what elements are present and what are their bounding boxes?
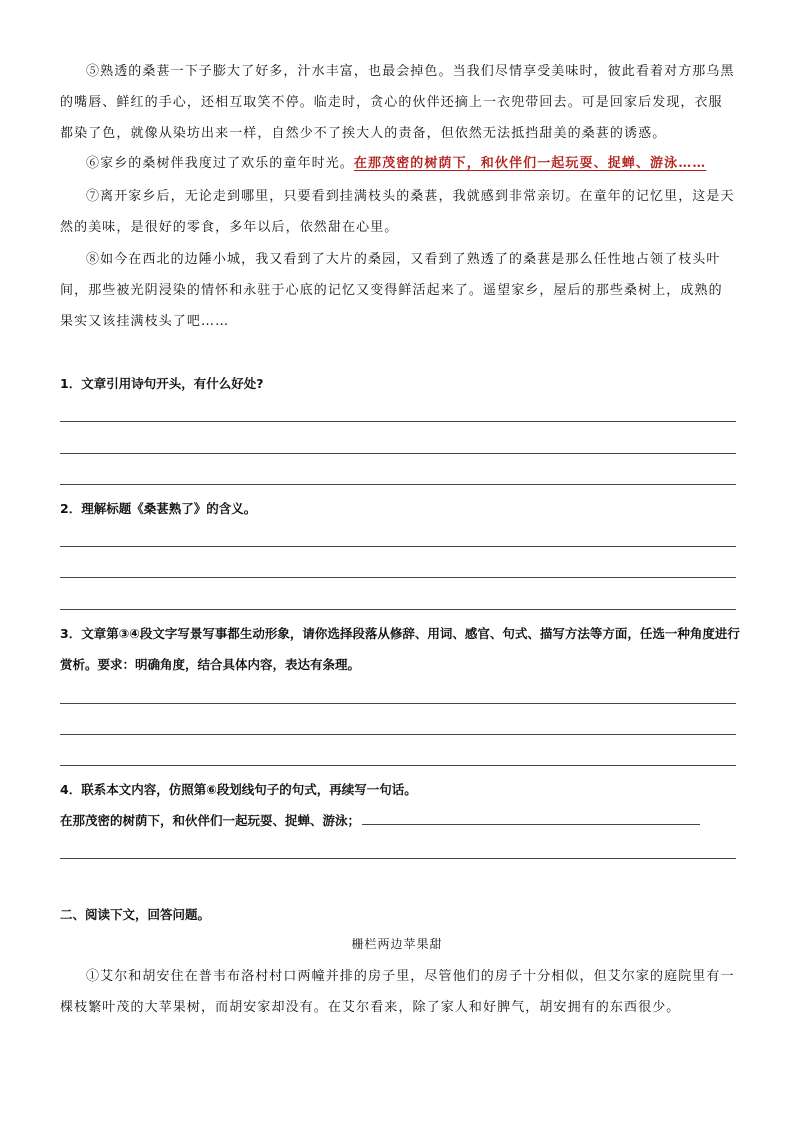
prompt-text: 在那茂密的树荫下，和伙伴们一起玩耍、捉蝉、游泳； xyxy=(60,813,361,828)
answer-line[interactable] xyxy=(60,858,736,859)
paragraph-6-text: ⑥家乡的桑树伴我度过了欢乐的童年时光。 xyxy=(86,156,354,171)
answer-line[interactable] xyxy=(60,577,736,578)
question-3: 3．文章第③④段文字写景写事都生动形象，请你选择段落从修辞、用词、感官、句式、描写方法等方面，任选一种角度进行赏析。要求：明确角度，结合具体内容，表达有条理。 xyxy=(60,626,740,672)
question-1: 1．文章引用诗句开头，有什么好处? xyxy=(60,376,264,391)
paragraph-5: ⑤熟透的桑葚一下子膨大了好多，汁水丰富，也最会掉色。当我们尽情享受美味时，彼此看着对方那乌黑的嘴唇、鲜红的手心，还相互取笑不停。临走时，贪心的伙伴还摘上一衣兜带回去。可是回家后发现，衣服都染了色，就像从染坊出来一样，自然少不了挨大人的责备，但依然无法抵挡甜美的桑葚的诱惑。 xyxy=(60,64,735,141)
answer-line[interactable] xyxy=(60,609,736,610)
answer-line[interactable] xyxy=(60,734,736,735)
answer-line[interactable] xyxy=(60,484,736,485)
article-title: 栅栏两边苹果甜 xyxy=(351,937,443,951)
paragraph-7: ⑦离开家乡后，无论走到哪里，只要看到挂满枝头的桑葚，我就感到非常亲切。在童年的记忆里，这是天然的美味，是很好的零食，多年以后，依然甜在心里。 xyxy=(60,189,735,235)
answer-line[interactable] xyxy=(362,810,700,825)
underlined-sentence: 在那茂密的树荫下，和伙伴们一起玩耍、捉蝉、游泳…… xyxy=(353,156,707,171)
question-4: 4．联系本文内容，仿照第⑥段划线句子的句式，再续写一句话。 xyxy=(60,782,417,797)
answer-line[interactable] xyxy=(60,453,736,454)
paragraph-6 xyxy=(60,149,736,178)
paragraph-8: ⑧如今在西北的边陲小城，我又看到了大片的桑园，又看到了熟透了的桑葚是那么任性地占领了枝头叶间，那些被光阴浸染的情怀和永驻于心底的记忆又变得鲜活起来了。遥望家乡，屋后的那些桑树上，成熟的果实又该挂满枝头了吧…… xyxy=(60,252,723,329)
question-2: 2．理解标题《桑葚熟了》的含义。 xyxy=(60,501,257,516)
section-2-heading: 二、阅读下文，回答问题。 xyxy=(60,907,211,922)
answer-line[interactable] xyxy=(60,421,736,422)
answer-line[interactable] xyxy=(60,546,736,547)
answer-line[interactable] xyxy=(60,703,736,704)
answer-line[interactable] xyxy=(60,765,736,766)
question-4-prompt xyxy=(60,805,740,836)
section-2-paragraph-1: ①艾尔和胡安住在普韦布洛村村口两幢并排的房子里，尽管他们的房子十分相似，但艾尔家的庭院里有一棵枝繁叶茂的大苹果树，而胡安家却没有。在艾尔看来，除了家人和好脾气，胡安拥有的东西很少。 xyxy=(60,969,735,1015)
